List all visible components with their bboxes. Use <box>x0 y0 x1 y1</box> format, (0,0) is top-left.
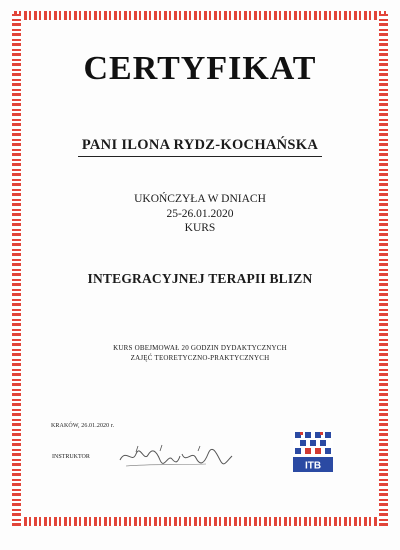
recipient-name-block <box>0 137 400 157</box>
instructor-signature <box>116 440 236 472</box>
recipient-name: PANI ILONA RYDZ-KOCHAŃSKA <box>78 137 322 157</box>
frame-border-bottom <box>14 517 386 526</box>
completed-line: UKOŃCZYŁA W DNIACH <box>134 193 266 205</box>
hours-line-2: ZAJĘĆ TEORETYCZNO-PRAKTYCZNYCH <box>130 353 270 362</box>
hours-line-1: KURS OBEJMOWAŁ 20 GODZIN DYDAKTYCZNYCH <box>113 344 287 352</box>
instructor-label: INSTRUKTOR <box>52 454 90 460</box>
frame-border-left <box>12 14 21 526</box>
course-dates: 25-26.01.2020 <box>166 207 234 220</box>
frame-border-right <box>379 14 388 526</box>
completion-block <box>0 192 400 236</box>
course-hours-note <box>0 344 400 363</box>
course-label: KURS <box>184 222 216 234</box>
frame-border-top <box>14 11 386 20</box>
course-name: INTEGRACYJNEJ TERAPII BLIZN <box>87 271 313 286</box>
place-and-date: KRAKÓW, 26.01.2020 r. <box>51 423 115 429</box>
itb-logo <box>293 430 333 472</box>
logo-text: ITB <box>304 460 322 472</box>
certificate-title: CERTYFIKAT <box>83 50 317 87</box>
